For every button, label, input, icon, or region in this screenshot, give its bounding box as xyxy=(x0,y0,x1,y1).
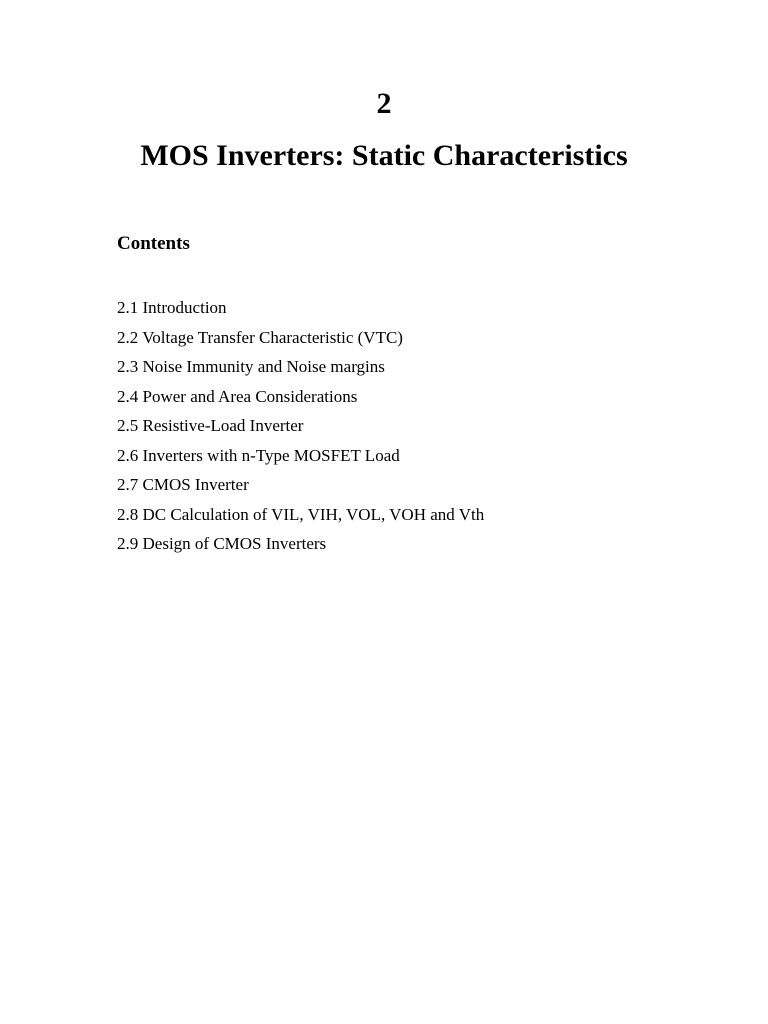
toc-item-resistive-load: 2.5 Resistive-Load Inverter xyxy=(117,416,304,435)
toc-item-cmos-inverter: 2.7 CMOS Inverter xyxy=(117,475,249,494)
toc-item-introduction: 2.1 Introduction xyxy=(117,298,227,317)
toc-item-dc-calculation: 2.8 DC Calculation of VIL, VIH, VOL, VOH and Vth xyxy=(117,504,485,524)
toc-item-noise-margins: 2.3 Noise Immunity and Noise margins xyxy=(117,357,385,376)
chapter-title: MOS Inverters: Static Characteristics xyxy=(140,139,628,172)
table-of-contents xyxy=(117,293,484,559)
toc-item-vtc: 2.2 Voltage Transfer Characteristic (VTC) xyxy=(117,327,403,347)
toc-item-cmos-design: 2.9 Design of CMOS Inverters xyxy=(117,534,327,553)
chapter-number: 2 xyxy=(376,87,392,120)
toc-item-power-area: 2.4 Power and Area Considerations xyxy=(117,386,358,406)
contents-heading: Contents xyxy=(117,233,190,254)
toc-item-n-type-load: 2.6 Inverters with n-Type MOSFET Load xyxy=(117,445,400,465)
